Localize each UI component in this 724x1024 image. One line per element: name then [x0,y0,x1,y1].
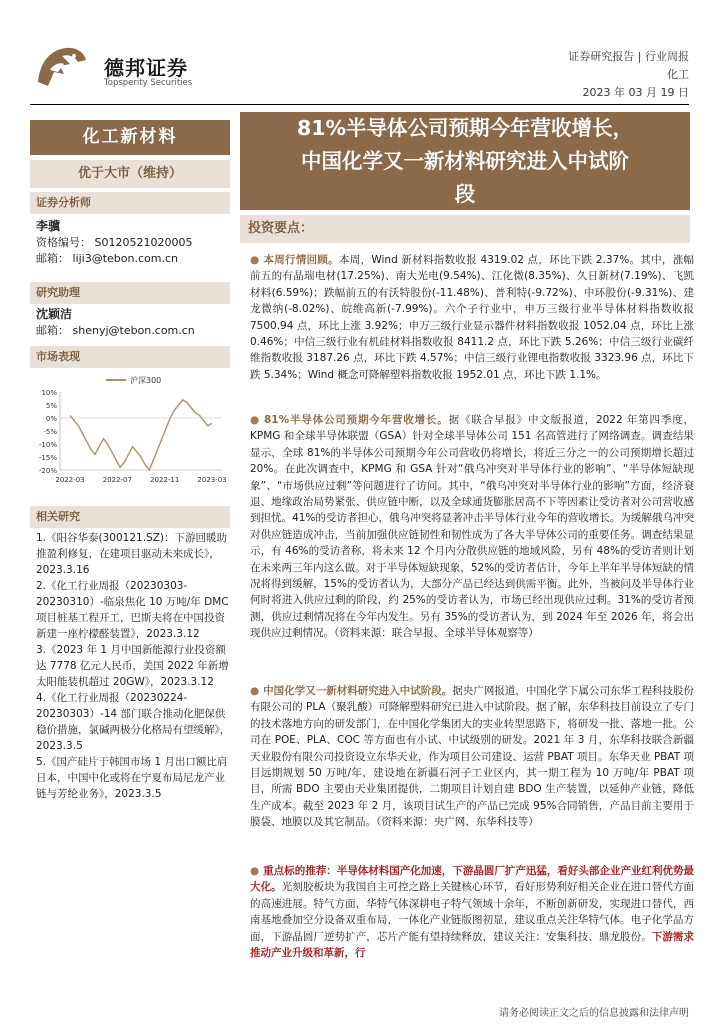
title-line: 81%半导体公司预期今年营收增长， [296,116,634,140]
rating-badge: 优于大市（维持） [30,160,230,188]
related-section-head: 相关研究 [30,506,230,528]
y-tick-label: -20% [38,467,57,475]
header-divider [30,104,689,105]
y-tick-label: 10% [41,389,57,397]
assistant-name: 沈颖洁 [36,307,73,321]
paragraph-lead: 81%半导体公司预期今年营收增长。 [264,414,449,426]
assistant-email[interactable]: 邮箱： shenyj@tebon.com.cn [36,324,195,337]
analyst-section-head: 证券分析师 [30,192,230,214]
paragraph-text: 光刻胶板块为我国自主可控之路上关键核心环节，看好形势利好相关企业在进口替代方面的高速进展。特气方面，华特气体深耕电子特气领域十余年，不断创新研发，实现进口替代，西南基地叠加空分设备双重布局，一体化产业链版图初显，建议重点关注华特气体。电子化学品方面，下游晶圆厂逆势扩产，芯片产能有望持续释放，建议关注：安集科技、鼎龙股份。 [250,881,695,943]
paragraph-lead: 重点标的推荐：半导体材料国产化加速，下游晶圆厂扩产迅猛，看好头部企业产业红利优势最大化。 [250,865,694,894]
weekly-review-paragraph [250,252,694,383]
semiconductor-paragraph [250,412,694,642]
y-tick-label: -5% [43,428,57,436]
paragraph-lead: 本周行情回顾。 [263,254,339,266]
related-research-list [36,530,232,802]
footer-disclaimer: 请务必阅读正文之后的信息披露和法律声明 [499,1008,689,1019]
market-performance-chart [30,370,230,495]
analyst-email[interactable]: 邮箱： liji3@tebon.com.cn [36,252,178,265]
new-material-paragraph [250,683,694,831]
assistant-section-head: 研究助理 [30,282,230,304]
x-tick-label: 2023-03 [197,476,227,484]
analyst-cert: 资格编号： S0120521020005 [36,236,193,249]
report-type: 证券研究报告 | 行业周报 [568,50,689,63]
bullet-icon: ● [250,865,260,877]
report-date: 2023 年 03 月 19 日 [582,86,689,99]
y-tick-label: 5% [45,402,57,410]
series-line [70,400,212,470]
y-tick-label: -15% [38,454,57,462]
x-tick-label: 2022-11 [150,476,180,484]
bullet-icon: ● [250,685,260,697]
x-tick-label: 2022-03 [55,476,85,484]
report-meta [568,48,689,102]
market-section-head: 市场表现 [30,346,230,368]
paragraph-lead: 中国化学又一新材料研究进入中试阶段。 [263,685,453,697]
analyst-name: 李骥 [36,219,61,233]
report-title [240,112,690,210]
investment-highlights-head: 投资要点： [240,215,690,243]
recommendation-paragraph [250,863,694,961]
logo-english-text: Topsperity Securities [104,78,193,88]
bullet-icon: ● [250,254,260,266]
related-item[interactable]: 5.《国产硅片于韩国市场 1 月出口额比肩日本，中国中化或将在宁夏布局尼龙产业链与芳纶业务》，2023.3.5 [36,756,228,800]
related-item[interactable]: 2.《化工行业周报（20230303-20230310）-临泉焦化 10 万吨/年 DMC 项目桩基工程开工，巴斯夫将在中国投资新建一座柠檬醛装置》，2023.3.12 [36,580,229,640]
analyst-info [36,218,192,267]
paragraph-text: 据央广网报道，中国化学下属公司东华工程科技股份有限公司的 PLA（聚乳酸）可降解塑料研究已进入中试阶段。据了解，东华科技目前设立了专门的技术落地方向的研发部门，在中国化学集团大的实业转型思路下，将研发一批、落地一批。公司在 POE、PLA、COC 等方面也有小试、中试级别的研发。2021 年 3 月，东华科技联合新疆天业股份有限公司投资设立东华天业，作为项目公司建设、运营 PBAT 项目。东华天业 PBAT 项目远期规划 50 万吨/年，建设地在新疆石河子工业区内，其一期工程为 10 万吨/年 PBAT 项目，所需 BDO 主要由天业集团提供，二期项目计划自建 BDO 生产装置，以延伸产业链，降低生产成本。截至 2023 年 2 月，该项目试生产的产品已完成 95%合同销售，产品目前主要用于膜袋、地膜以及其它制品。（资料来源：央广网、东华科技等） [250,685,695,829]
paragraph-text: 本周，Wind 新材料指数收报 4319.02 点，环比下跌 2.37%。其中，涨幅前五的有晶瑞电材(17.25%)、南大光电(9.54%)、江化微(8.35%)、久日新材(7.19%)、飞凯材料(6.59%)；跌幅前五的有沃特股份(-11.48%)、普利特(-9.72%)、中环股份(-9.31%)、建龙微纳(-8.02%)、皖维高新(-7.99%)。六个子行业中，申万三级行业半导体材料指数收报 7500.94 点，环比上涨 3.92%；申万三级行业显示器件材料指数收报 1052.04 点，环比上涨 0.46%；中信三级行业有机硅材料指数收报 8411.2 点，环比下跌 5.26%；中信三级行业碳纤维指数收报 3187.26 点，环比下跌 4.57%；中信三级行业锂电指数收报 3323.96 点，环比下跌 5.34%；Wind 概念可降解塑料指数收报 1952.01 点，环比下跌 1.1%。 [250,254,695,381]
related-item[interactable]: 1.《阳谷华泰(300121.SZ)：下游回暖助推盈利修复，在建项目驱动未来成长》，2023.3.16 [36,532,227,576]
company-logo-icon [30,42,90,94]
x-tick-label: 2022-07 [102,476,132,484]
y-tick-label: -10% [38,441,57,449]
paragraph-text: 据《联合早报》中文版报道，2022 年第四季度，KPMG 和全球半导体联盟（GSA）针对全球半导体公司 151 名高管进行了网络调查。调查结果显示，全球 81%的半导体公司预期今年公司营收仍将增长，将近三分之一的公司预期增长超过 20%。在此次调查中，KPMG 和 GSA 针对“俄乌冲突对半导体行业的影响”、“半导体短缺现象”、“市场供应过剩”等问题进行了访问。其中，“俄乌冲突对半导体行业的影响”方面，经济衰退、地缘政治局势紧张、供应链中断，以及全球通货膨胀居高不下等因素让受访者对公司营收感到担忧。41%的受访者担心，俄乌冲突将显著冲击半导体行业今年的营收增长。为缓解俄乌冲突对供应链造成冲击，当前加强供应链韧性和韧性成为了各大半导体公司的重要任务。调查结果显示，有 46%的受访者称，将未来 12 个月内分散供应链的地域风险，另有 48%的受访者则计划在未来两三年内这么做。对于半导体短缺现象，52%的受访者估计，今年上半年半导体短缺的情况将得到缓解，15%的受访者认为，大部分产品已经达到供需平衡。此外，当被问及半导体行业何时将进入供应过剩的阶段，约 25%的受访者认为，市场已经出现供应过剩。31%的受访者预测，供应过剩情况将在今年内发生。另有 35%的受访者认为，到 2024 年至 2026 年，将会出现供应过剩情况。（资料来源：联合早报、全球半导体观察等） [250,414,694,640]
logo-text: 德邦证券 [104,56,188,80]
title-line: 中国化学又一新材料研究进入中试阶 [301,149,629,173]
bullet-icon: ● [250,414,260,426]
related-item[interactable]: 4.《化工行业周报（20230224-20230303）-14 部门联合推动化肥保供稳价措施，氯碱两极分化格局有望缓解》，2023.3.5 [36,692,231,752]
title-line: 段 [454,182,476,206]
related-item[interactable]: 3.《2023 年 1 月中国新能源行业投资额达 7778 亿元人民币，美国 2022 年新增太阳能装机超过 20GW》，2023.3.12 [36,644,229,688]
paragraph-tail: 下游需求推动产业升级和革新，行 [250,930,695,960]
y-tick-label: 0% [45,415,57,423]
report-industry: 化工 [667,68,689,81]
legend-label: 沪深300 [130,376,162,385]
industry-category: 化工新材料 [30,120,230,155]
assistant-info [36,306,195,339]
